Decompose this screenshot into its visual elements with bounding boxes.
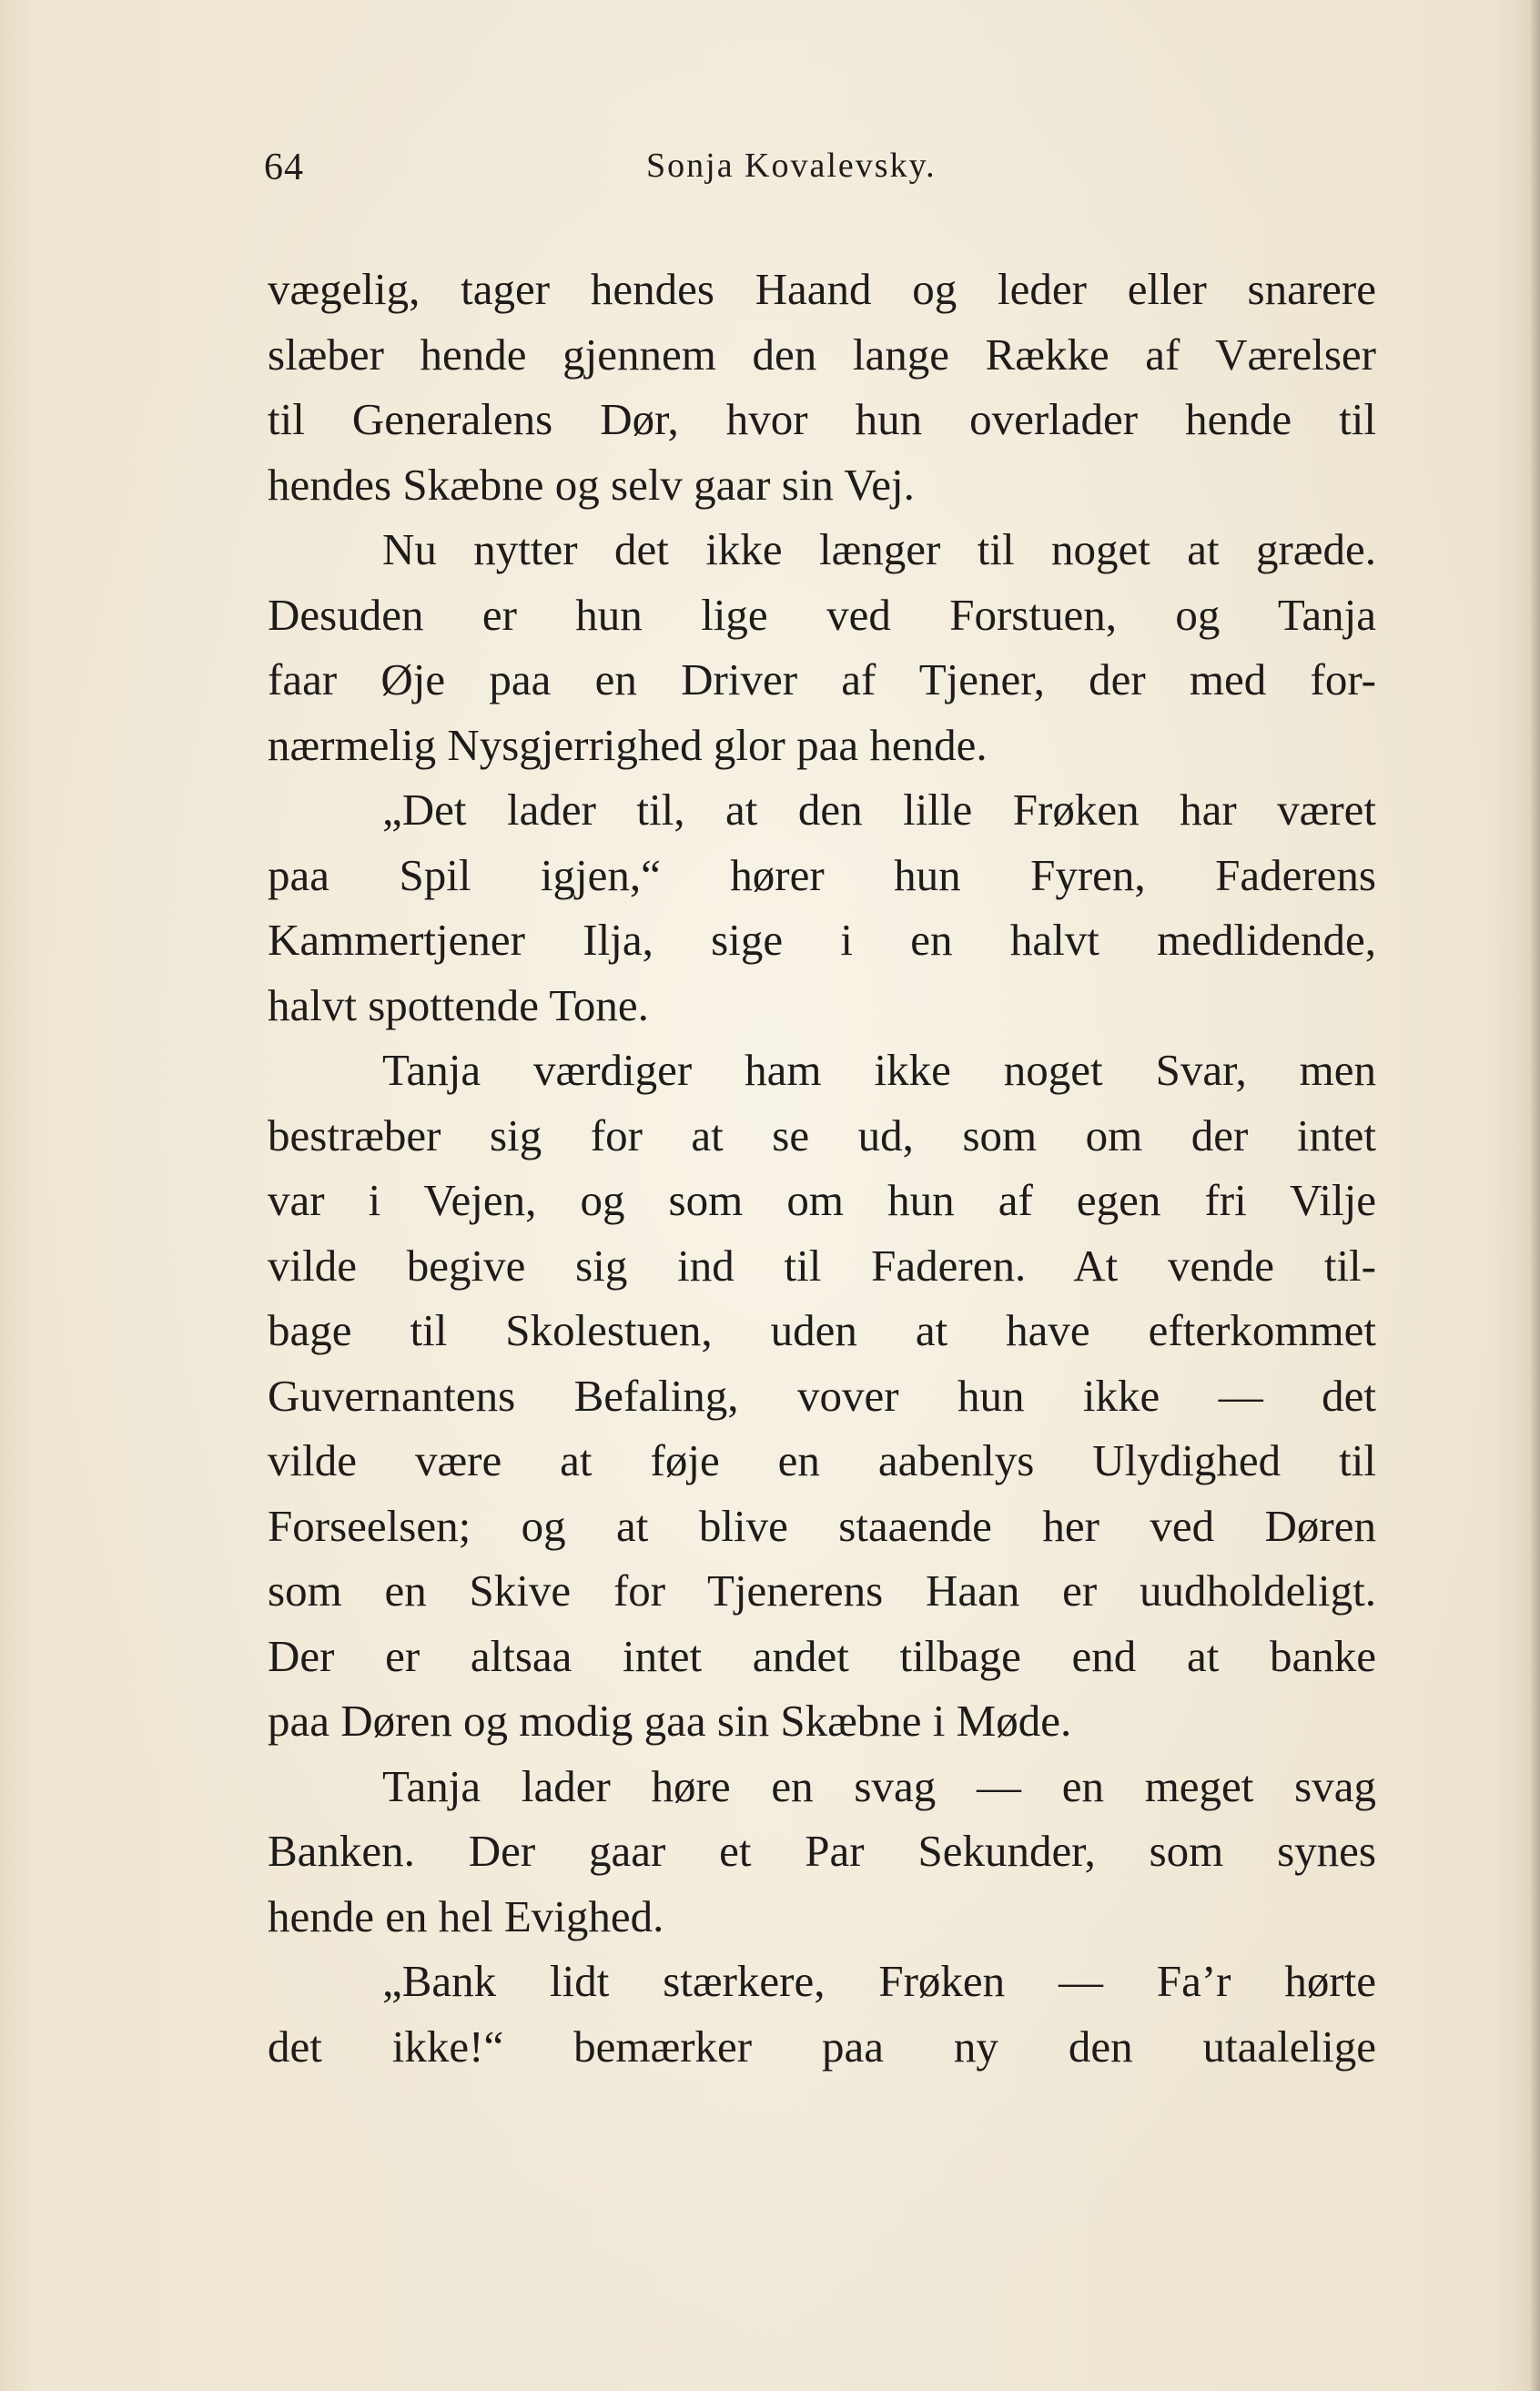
page-header bbox=[264, 146, 1383, 200]
text-line: vilde være at føje en aabenlys Ulydighed til bbox=[268, 1435, 1376, 1485]
text-line: Guvernantens Befaling, vover hun ikke — det bbox=[268, 1370, 1376, 1421]
text-line: vægelig, tager hendes Haand og leder eller snarere bbox=[268, 264, 1376, 314]
text-line: halvt spottende Tone. bbox=[268, 979, 649, 1030]
text-line: Banken. Der gaar et Par Sekunder, som synes bbox=[268, 1826, 1376, 1876]
text-line: Desuden er hun lige ved Forstuen, og Tanja bbox=[268, 589, 1376, 640]
text-line: til Generalens Dør, hvor hun overlader hende til bbox=[268, 394, 1376, 444]
text-line: Forseelsen; og at blive staaende her ved Døren bbox=[268, 1500, 1376, 1551]
text-line: faar Øje paa en Driver af Tjener, der med for- bbox=[268, 654, 1376, 704]
text-line: Tanja værdiger ham ikke noget Svar, men bbox=[382, 1045, 1376, 1095]
text-line: vilde begive sig ind til Faderen. At vende til- bbox=[268, 1240, 1376, 1291]
text-line: paa Spil igjen,“ hører hun Fyren, Faderens bbox=[268, 849, 1376, 900]
text-line: det ikke!“ bemærker paa ny den utaalelige bbox=[268, 2021, 1376, 2072]
text-line: „Bank lidt stærkere, Frøken — Fa’r hørte bbox=[382, 1956, 1376, 2006]
text-line: hende en hel Evighed. bbox=[268, 1890, 664, 1941]
text-line: Nu nytter det ikke længer til noget at græde. bbox=[382, 524, 1376, 574]
text-line: „Det lader til, at den lille Frøken har været bbox=[382, 785, 1376, 835]
page-number: 64 bbox=[264, 147, 304, 188]
text-line: bage til Skolestuen, uden at have efterkommet bbox=[268, 1305, 1376, 1355]
text-line: Der er altsaa intet andet tilbage end at banke bbox=[268, 1630, 1376, 1681]
text-line: slæber hende gjennem den lange Række af Værelser bbox=[268, 329, 1376, 380]
text-line: nærmelig Nysgjerrighed glor paa hende. bbox=[268, 719, 988, 770]
body-text bbox=[268, 257, 1376, 2079]
text-line: bestræber sig for at se ud, som om der intet bbox=[268, 1109, 1376, 1160]
text-line: hendes Skæbne og selv gaar sin Vej. bbox=[268, 459, 915, 510]
text-line: paa Døren og modig gaa sin Skæbne i Møde. bbox=[268, 1696, 1072, 1746]
text-line: Tanja lader høre en svag — en meget svag bbox=[382, 1760, 1376, 1811]
text-line: som en Skive for Tjenerens Haan er uudholdeligt. bbox=[268, 1565, 1376, 1616]
text-line: var i Vejen, og som om hun af egen fri Vilje bbox=[268, 1175, 1376, 1225]
text-line: Kammertjener Ilja, sige i en halvt medlidende, bbox=[268, 915, 1376, 965]
page-edge-shadow bbox=[1529, 0, 1540, 2391]
running-head: Sonja Kovalevsky. bbox=[646, 147, 937, 185]
